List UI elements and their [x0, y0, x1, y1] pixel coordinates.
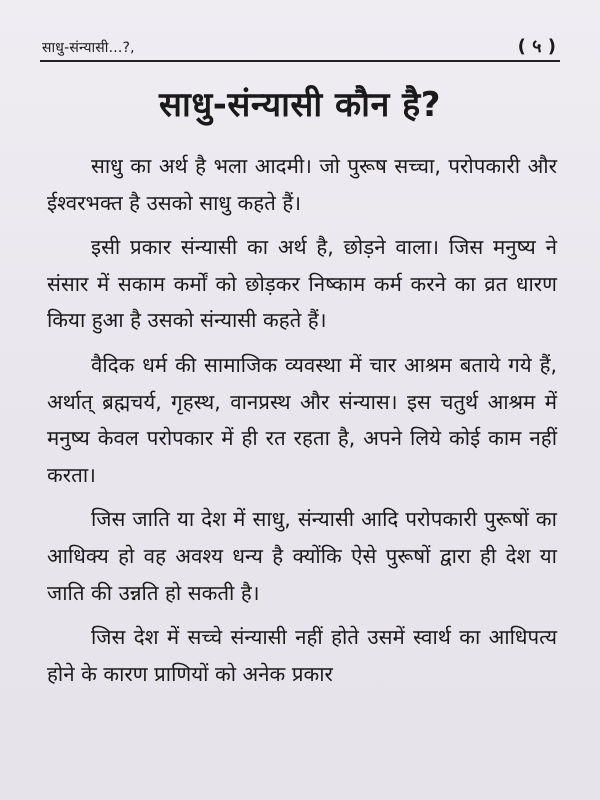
paragraph: वैदिक धर्म की सामाजिक व्यवस्था में चार आश्रम बताये गये हैं, अर्थात् ब्रह्मचर्य, गृहस्थ, वानप्रस्थ और संन्यास। इस चतुर्थ आश्रम में मनुष्य केवल परोपकार में ही रत रहता है, अपने लिये कोई काम नहीं करता।: [47, 352, 557, 487]
page-header: [40, 36, 560, 62]
paragraph: जिस जाति या देश में साधु, संन्यासी आदि परोपकारी पुरूषों का आधिक्य हो वह अवश्य धन्य है क्योंकि ऐसे पुरूषों द्वारा ही देश या जाति की उन्नति हो सकती है।: [47, 507, 557, 605]
paragraph: इसी प्रकार संन्यासी का अर्थ है, छोड़ने वाला। जिस मनुष्य ने संसार में सकाम कर्मों को छोड़कर निष्काम कर्म करने का व्रत धारण किया हुआ है उसको संन्यासी कहते हैं।: [47, 235, 557, 333]
paragraph: साधु का अर्थ है भला आदमी। जो पुरूष सच्चा, परोपकारी और ईश्वरभक्त है उसको साधु कहते हैं।: [47, 154, 557, 215]
running-title: साधु-संन्यासी...?,: [42, 40, 135, 56]
paragraph: जिस देश में सच्चे संन्यासी नहीं होते उसमें स्वार्थ का आधिपत्य होने के कारण प्राणियों को अनेक प्रकार: [47, 625, 557, 686]
chapter-title: साधु-संन्यासी कौन है?: [159, 85, 441, 125]
body-text: [47, 148, 557, 700]
page-number: ( ५ ): [517, 36, 556, 57]
